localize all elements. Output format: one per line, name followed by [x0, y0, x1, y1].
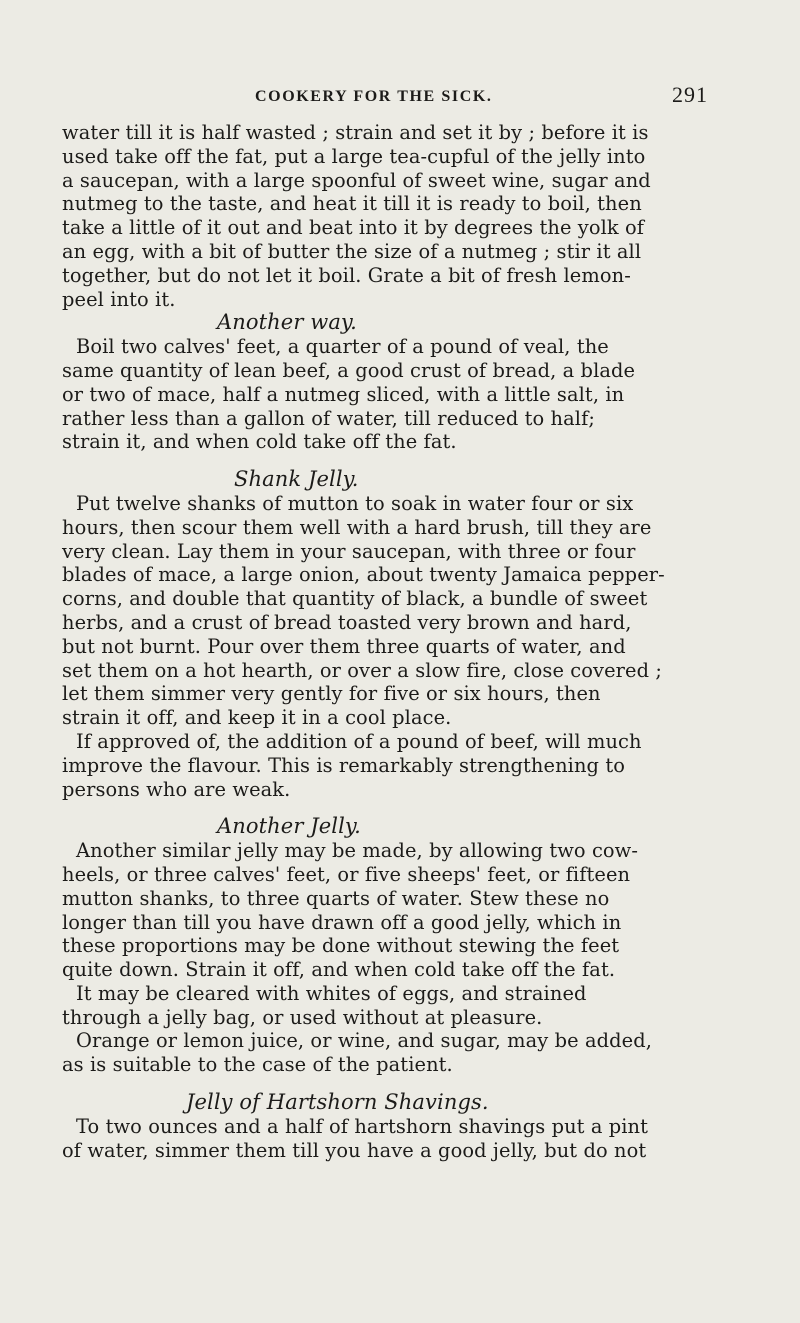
section-heading-shank-jelly: Shank Jelly.: [234, 467, 359, 492]
text-line: mutton shanks, to three quarts of water. Stew these no: [62, 886, 610, 910]
text-line: Another similar jelly may be made, by allowing two cow-: [76, 839, 639, 863]
paragraph-clearing: [62, 982, 748, 1030]
paragraph-juice: [62, 1029, 748, 1077]
text-line: blades of mace, a large onion, about twenty Jamaica pepper-: [62, 563, 665, 587]
text-line: as is suitable to the case of the patient.: [62, 1053, 453, 1077]
text-line: let them simmer very gently for five or six hours, then: [62, 682, 601, 706]
text-line: improve the flavour. This is remarkably strengthening to: [62, 753, 626, 777]
section-heading-another-jelly: Another Jelly.: [217, 814, 361, 839]
paragraph-another-jelly: [62, 839, 748, 982]
page-body: [62, 121, 748, 1162]
text-line: Boil two calves' feet, a quarter of a pound of veal, the: [76, 335, 609, 359]
section-heading-another-way: Another way.: [217, 310, 357, 335]
text-line: herbs, and a crust of bread toasted very brown and hard,: [62, 610, 632, 634]
text-line: To two ounces and a half of hartshorn shavings put a pint: [76, 1114, 649, 1138]
section-heading-hartshorn: Jelly of Hartshorn Shavings.: [186, 1090, 489, 1115]
text-line: same quantity of lean beef, a good crust of bread, a blade: [62, 358, 636, 382]
paragraph-hartshorn: [62, 1115, 748, 1163]
text-line: heels, or three calves' feet, or five sheeps' feet, or fifteen: [62, 862, 631, 886]
text-line: strain it off, and keep it in a cool place.: [62, 706, 452, 730]
text-line: corns, and double that quantity of black, a bundle of sweet: [62, 587, 648, 611]
page-number: 291: [672, 82, 708, 107]
text-line: Orange or lemon juice, or wine, and sugar, may be added,: [76, 1029, 652, 1053]
paragraph-continuation: [62, 121, 748, 311]
text-line: an egg, with a bit of butter the size of a nutmeg ; stir it all: [62, 239, 642, 263]
text-line: longer than till you have drawn off a good jelly, which in: [62, 910, 622, 934]
text-line: It may be cleared with whites of eggs, and strained: [76, 981, 587, 1005]
text-line: persons who are weak.: [62, 777, 291, 801]
text-line: together, but do not let it boil. Grate a bit of fresh lemon-: [62, 263, 631, 287]
text-line: a saucepan, with a large spoonful of sweet wine, sugar and: [62, 168, 651, 192]
text-line: but not burnt. Pour over them three quarts of water, and: [62, 634, 626, 658]
text-line: set them on a hot hearth, or over a slow fire, close covered ;: [62, 658, 663, 682]
text-line: of water, simmer them till you have a good jelly, but do not: [62, 1138, 647, 1162]
text-line: through a jelly bag, or used without at pleasure.: [62, 1005, 543, 1029]
text-line: If approved of, the addition of a pound of beef, will much: [76, 729, 642, 753]
text-line: very clean. Lay them in your saucepan, with three or four: [62, 539, 636, 563]
paragraph-beef-addition: [62, 730, 748, 801]
text-line: Put twelve shanks of mutton to soak in water four or six: [76, 491, 634, 515]
text-line: peel into it.: [62, 287, 176, 311]
text-line: quite down. Strain it off, and when cold take off the fat.: [62, 958, 616, 982]
text-line: or two of mace, half a nutmeg sliced, with a little salt, in: [62, 382, 625, 406]
running-title: COOKERY FOR THE SICK.: [255, 88, 493, 105]
paragraph-calves-feet: [62, 335, 748, 454]
text-line: nutmeg to the taste, and heat it till it is ready to boil, then: [62, 192, 642, 216]
paragraph-shank-jelly: [62, 492, 748, 730]
text-line: strain it, and when cold take off the fat.: [62, 430, 457, 454]
text-line: water till it is half wasted ; strain and set it by ; before it is: [62, 121, 649, 144]
text-line: rather less than a gallon of water, till reduced to half;: [62, 406, 595, 430]
text-line: hours, then scour them well with a hard brush, till they are: [62, 515, 652, 539]
text-line: these proportions may be done without stewing the feet: [62, 934, 620, 958]
text-line: take a little of it out and beat into it by degrees the yolk of: [62, 216, 645, 240]
text-line: used take off the fat, put a large tea-cupful of the jelly into: [62, 144, 646, 168]
